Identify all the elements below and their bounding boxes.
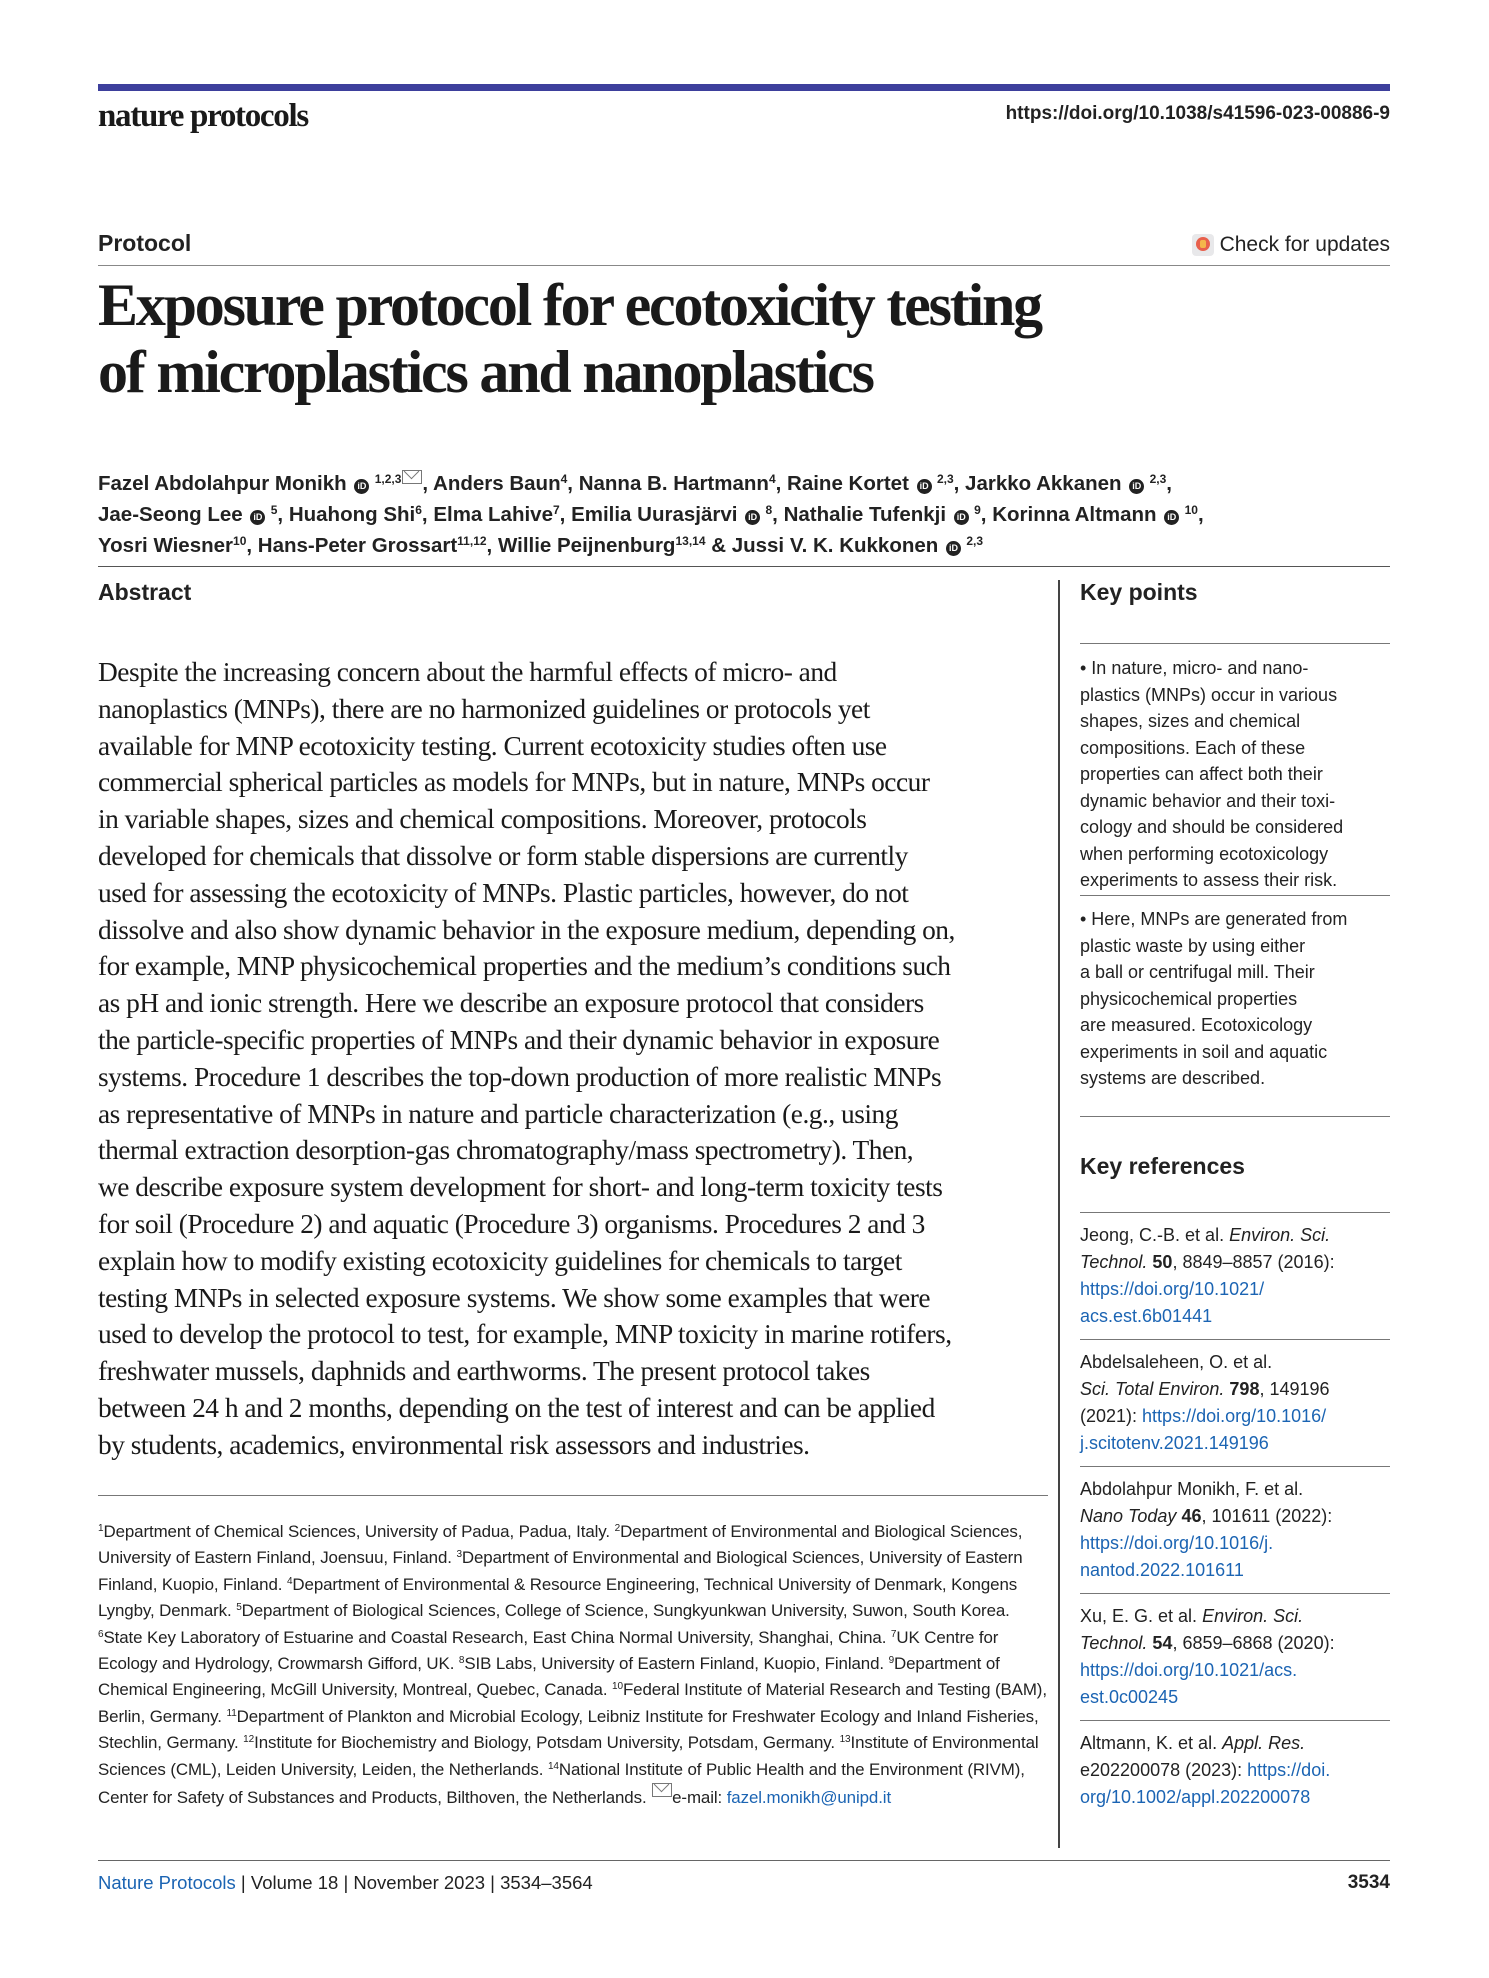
reference-line (1080, 1376, 1392, 1403)
affiliation-text: Department of Biological Sciences, College of Science, Sungkyunkwan University, Suwon, South Korea. (241, 1601, 1010, 1621)
reference-line (1080, 1757, 1392, 1784)
affiliation-number: 3 (456, 1549, 462, 1561)
reference-journal: Environ. Sci. (1202, 1606, 1304, 1626)
reference-year: e202200078 (2023): (1080, 1760, 1248, 1780)
reference-line (1080, 1503, 1392, 1530)
affiliation-text: Federal Institute of Material Research and Testing (BAM), Berlin, Germany. (98, 1680, 1047, 1726)
author-affiliation-ref: 10 (1181, 503, 1198, 517)
reference-doi-link[interactable]: org/10.1002/appl.202200078 (1080, 1787, 1311, 1807)
abstract-line: as pH and ionic strength. Here we describe an exposure protocol that considers (98, 988, 924, 1019)
affiliation-text: Institute for Biochemistry and Biology, Potsdam University, Potsdam, Germany. (254, 1733, 840, 1753)
author-name[interactable]: Anders Baun (433, 472, 561, 495)
affiliation-text: UK Centre for Ecology and Hydrology, Crowmarsh Gifford, UK. (98, 1627, 999, 1674)
affiliation-text: State Key Laboratory of Estuarine and Coastal Research, East China Normal University, Shanghai, China. (103, 1627, 891, 1647)
check-updates-icon (1192, 234, 1214, 256)
abstract-line: in variable shapes, sizes and chemical compositions. Moreover, protocols (98, 804, 867, 835)
reference-doi-link[interactable]: https://doi.org/10.1016/j. (1080, 1533, 1274, 1553)
affiliation-text: Department of Environmental and Biological Sciences, University of Eastern Finland, Joensuu, Finland. (98, 1522, 1023, 1568)
abstract-line: by students, academics, environmental risk assessors and industries. (98, 1429, 810, 1460)
orcid-icon[interactable]: iD (917, 479, 932, 494)
affiliation-number: 5 (236, 1602, 242, 1614)
author-name[interactable]: Yosri Wiesner (98, 534, 234, 557)
reference-pages: , 6859–6868 (2020): (1172, 1633, 1335, 1653)
reference-pages: , 8849–8857 (2016): (1172, 1252, 1335, 1272)
affiliation-number: 2 (614, 1523, 621, 1534)
abstract-line: thermal extraction desorption-gas chromatography/mass spectrometry). Then, (98, 1135, 914, 1166)
key-point-line: compositions. Each of these (1080, 737, 1306, 758)
affiliation-number: 8 (458, 1655, 465, 1667)
reference-authors: Abdelsaleheen, O. et al. (1080, 1352, 1273, 1372)
column-divider (1058, 580, 1060, 1848)
reference-journal: Appl. Res. (1222, 1733, 1306, 1753)
abstract-line: the particle-specific properties of MNPs and their dynamic behavior in exposure (98, 1024, 940, 1055)
article-title (98, 272, 1378, 406)
author-list: Fazel Abdolahpur Monikh iD $^{1,2,3}$ , Anders Baun$^4$, Nanna B. Hartmann$^4$, Raine Kortet iD $^{2,3}$, Jarkko Akkanen iD $^{2,3}$, Jae-Seong Lee iD $^5$, Huahong Shi$^6$, Elma Lahive$^7$, Emilia Uurasjärvi iD $^8$, Nathalie Tufenkji iD $^9$, Korinna Altmann iD $^{10}$, Yosri Wiesner$^{10}$, Hans-Peter Grossart$^{11,12}$, Willie Peijnenburg$^{13,14}$ & Jussi V. K. Kukkonen iD $^{2,3}$ (98, 472, 1204, 557)
reference-line (1080, 1222, 1392, 1249)
author-name[interactable]: Jarkko Akkanen (965, 472, 1122, 495)
divider (1080, 1720, 1390, 1721)
abstract-line: freshwater mussels, daphnids and earthworms. The present protocol takes (98, 1356, 870, 1387)
key-point-line: dynamic behavior and their toxi- (1080, 790, 1336, 811)
reference-journal: Nano Today (1080, 1506, 1177, 1526)
key-point (1080, 906, 1392, 1092)
author-name[interactable]: Nathalie Tufenkji (783, 503, 947, 526)
author-affiliation-ref: 7 (552, 503, 560, 517)
key-point-line: systems are described. (1080, 1068, 1266, 1088)
reference-year: (2021): (1080, 1406, 1143, 1426)
abstract-line: systems. Procedure 1 describes the top-down production of more realistic MNPs (98, 1061, 942, 1092)
affiliation-number: 11 (226, 1707, 237, 1719)
reference-line (1080, 1249, 1392, 1276)
author-affiliation-ref: 13,14 (675, 534, 706, 548)
affiliation-number: 14 (547, 1760, 559, 1772)
reference-pages: , 101611 (2022): (1201, 1506, 1333, 1526)
key-reference (1080, 1476, 1392, 1584)
key-reference (1080, 1603, 1392, 1711)
key-point-line: when performing ecotoxicology (1080, 843, 1329, 864)
reference-line (1080, 1630, 1392, 1657)
reference-volume: 54 (1152, 1633, 1173, 1653)
author-affiliation-ref: 6 (415, 503, 422, 517)
affiliation-number: 12 (243, 1734, 255, 1746)
key-reference (1080, 1222, 1392, 1330)
email-link[interactable]: fazel.monikh@unipd.it (726, 1788, 892, 1808)
reference-doi-link[interactable]: est.0c00245 (1080, 1687, 1179, 1707)
divider (98, 265, 1390, 266)
article-doi[interactable]: https://doi.org/10.1038/s41596-023-00886-9 (1005, 103, 1390, 124)
affiliation-text: SIB Labs, University of Eastern Finland, Kuopio, Finland. (464, 1654, 889, 1674)
email-label: e-mail: (672, 1788, 727, 1808)
affiliation-number: 10 (612, 1681, 623, 1693)
author-affiliation-ref: 10 (233, 534, 247, 548)
affiliation-number: 1 (98, 1523, 104, 1534)
key-point-line: experiments in soil and aquatic (1080, 1041, 1328, 1062)
abstract-line: dissolve and also show dynamic behavior in the exposure medium, depending on, (98, 914, 955, 945)
key-point-line: plastic waste by using either (1080, 935, 1306, 956)
orcid-icon[interactable]: iD (1129, 479, 1144, 494)
orcid-icon[interactable]: iD (946, 541, 961, 556)
abstract-line: available for MNP ecotoxicity testing. Current ecotoxicity studies often use (98, 730, 887, 761)
reference-authors: Jeong, C.-B. et al. (1080, 1225, 1230, 1245)
journal-logo: nature protocols (98, 98, 308, 134)
author-name[interactable]: Raine Kortet (787, 472, 909, 495)
key-point-line: shapes, sizes and chemical (1080, 711, 1301, 731)
reference-line (1080, 1276, 1392, 1303)
orcid-icon[interactable]: iD (954, 510, 969, 525)
author-name[interactable]: Jussi V. K. Kukkonen (731, 534, 939, 557)
abstract-line: for example, MNP physicochemical properties and the medium’s conditions such (98, 951, 951, 982)
divider (1080, 1339, 1390, 1340)
abstract-line: used to develop the protocol to test, for example, MNP toxicity in marine rotifers, (98, 1319, 952, 1350)
reference-doi-link[interactable]: acs.est.6b01441 (1080, 1306, 1213, 1326)
author-affiliation-ref: 1,2,3 (371, 472, 402, 486)
author-name[interactable]: Elma Lahive (433, 503, 553, 526)
footer-details: | Volume 18 | November 2023 | 3534–3564 (235, 1872, 593, 1893)
divider (1080, 1116, 1390, 1117)
reference-journal: Environ. Sci. (1229, 1225, 1331, 1245)
author-affiliation-ref: 9 (970, 503, 981, 517)
author-affiliation-ref: 2,3 (933, 472, 954, 486)
reference-doi-link[interactable]: https://doi.org/10.1016/ (1142, 1406, 1327, 1426)
abstract-line: used for assessing the ecotoxicity of MNPs. Plastic particles, however, do not (98, 877, 909, 908)
reference-line (1080, 1403, 1392, 1430)
reference-doi-link[interactable]: https://doi.org/10.1021/ (1080, 1279, 1265, 1299)
key-point-line: are measured. Ecotoxicology (1080, 1015, 1313, 1035)
affiliation-number: 9 (888, 1655, 895, 1667)
orcid-icon[interactable]: iD (1164, 510, 1179, 525)
divider (1080, 1466, 1390, 1467)
reference-line (1080, 1730, 1392, 1757)
reference-doi-link[interactable]: https://doi. (1247, 1760, 1331, 1780)
reference-line (1080, 1530, 1392, 1557)
affiliations (98, 1519, 1056, 1811)
orcid-icon[interactable]: iD (250, 510, 265, 525)
author-affiliation-ref: 4 (768, 472, 776, 486)
abstract-line: testing MNPs in selected exposure systems. We show some examples that were (98, 1282, 931, 1313)
divider (98, 1495, 1048, 1496)
title-line: of microplastics and nanoplastics (98, 339, 873, 405)
reference-doi-link[interactable]: https://doi.org/10.1021/acs. (1080, 1660, 1298, 1680)
footer-journal[interactable]: Nature Protocols (98, 1872, 236, 1893)
abstract-line: explain how to modify existing ecotoxicity guidelines for chemicals to target (98, 1245, 902, 1276)
header-accent-bar (98, 84, 1390, 91)
abstract-line: we describe exposure system development for short- and long-term toxicity tests (98, 1172, 943, 1203)
divider (98, 1860, 1390, 1861)
reference-journal: Sci. Total Environ. (1080, 1379, 1225, 1399)
affiliation-text: Department of Chemical Sciences, University of Padua, Padua, Italy. (103, 1522, 615, 1541)
abstract-line: between 24 h and 2 months, depending on the test of interest and can be applied (98, 1392, 935, 1423)
email-icon[interactable] (402, 470, 422, 484)
affiliation-text: Department of Chemical Engineering, McGill University, Montreal, Quebec, Canada. (98, 1654, 1000, 1700)
author-name[interactable]: Nanna B. Hartmann (578, 472, 769, 495)
affiliation-number: 6 (98, 1628, 104, 1640)
affiliation-text: Department of Environmental and Biological Sciences, University of Eastern Finland, Kuopio, Finland. (98, 1548, 1023, 1594)
author-name[interactable]: Willie Peijnenburg (497, 534, 676, 557)
reference-authors: Altmann, K. et al. (1080, 1733, 1223, 1753)
divider (1080, 1593, 1390, 1594)
affiliation-text: National Institute of Public Health and the Environment (RIVM), Center for Safety of Substances and Products, Bilthoven, the Netherlands. (98, 1759, 1025, 1808)
abstract-line: for soil (Procedure 2) and aquatic (Procedure 3) organisms. Procedures 2 and 3 (98, 1208, 925, 1239)
reference-pages: , 149196 (1259, 1379, 1330, 1399)
reference-journal: Technol. (1080, 1633, 1148, 1653)
reference-doi-link[interactable]: j.scitotenv.2021.149196 (1080, 1433, 1269, 1453)
reference-journal: Technol. (1080, 1252, 1148, 1272)
affiliation-text: Institute of Environmental Sciences (CML), Leiden University, Leiden, the Netherlands. (98, 1733, 1039, 1779)
orcid-icon[interactable]: iD (354, 479, 369, 494)
key-references-heading: Key references (1080, 1153, 1245, 1179)
divider (1080, 1212, 1390, 1213)
key-points-heading: Key points (1080, 579, 1198, 605)
abstract-line: as representative of MNPs in nature and particle characterization (e.g., using (98, 1098, 898, 1129)
affiliation-number: 4 (286, 1575, 293, 1587)
key-point-line: a ball or centrifugal mill. Their (1080, 962, 1315, 982)
article-type: Protocol (98, 230, 192, 256)
reference-line (1080, 1349, 1392, 1376)
reference-line (1080, 1657, 1392, 1684)
reference-line (1080, 1603, 1392, 1630)
author-name[interactable]: Emilia Uurasjärvi (571, 503, 738, 526)
abstract-text (98, 654, 1058, 1464)
author-name[interactable]: Hans-Peter Grossart (257, 534, 458, 557)
abstract-line: Despite the increasing concern about the harmful effects of micro- and (98, 657, 837, 687)
reference-volume: 798 (1229, 1379, 1260, 1399)
reference-line (1080, 1476, 1392, 1503)
key-point-line: cology and should be considered (1080, 817, 1344, 837)
reference-volume: 50 (1152, 1252, 1173, 1272)
author-affiliation-ref: 11,12 (457, 534, 487, 548)
affiliation-number: 7 (890, 1628, 897, 1640)
key-reference (1080, 1730, 1392, 1811)
affiliation-number: 13 (839, 1734, 851, 1746)
author-affiliation-ref: 2,3 (1146, 472, 1167, 486)
divider (1080, 895, 1390, 896)
email-icon (652, 1783, 672, 1797)
abstract-line: nanoplastics (MNPs), there are no harmonized guidelines or protocols yet (98, 693, 870, 724)
key-point (1080, 655, 1392, 894)
author-name[interactable]: Fazel Abdolahpur Monikh (98, 472, 347, 495)
author-name[interactable]: Jae-Seong Lee (98, 503, 243, 526)
author-affiliation-ref: 2,3 (963, 534, 984, 548)
key-point-line: • In nature, micro- and nano- (1080, 658, 1309, 678)
author-affiliation-ref: 4 (560, 472, 568, 486)
key-point-line: • Here, MNPs are generated from (1080, 909, 1348, 929)
author-name[interactable]: Huahong Shi (288, 503, 416, 526)
key-point-line: experiments to assess their risk. (1080, 870, 1338, 890)
reference-authors: Xu, E. G. et al. (1080, 1606, 1203, 1626)
key-point-line: properties can affect both their (1080, 764, 1323, 784)
abstract-line: developed for chemicals that dissolve or form stable dispersions are currently (98, 840, 908, 871)
abstract-line: commercial spherical particles as models for MNPs, but in nature, MNPs occur (98, 767, 930, 798)
key-point-line: plastics (MNPs) occur in various (1080, 684, 1338, 705)
title-line: Exposure protocol for ecotoxicity testing (98, 272, 1041, 338)
reference-volume: 46 (1181, 1506, 1202, 1526)
author-affiliation-ref: 5 (267, 503, 278, 517)
check-updates-label: Check for updates (1219, 233, 1390, 256)
page-footer (98, 1872, 593, 1894)
author-affiliation-ref: 8 (762, 503, 773, 517)
orcid-icon[interactable]: iD (745, 510, 760, 525)
divider (1080, 643, 1390, 644)
abstract-heading: Abstract (98, 579, 192, 605)
check-for-updates[interactable] (1192, 233, 1390, 257)
key-point-line: physicochemical properties (1080, 988, 1298, 1009)
affiliation-text: Department of Environmental & Resource Engineering, Technical University of Denmark, Kongens Lyngby, Denmark. (98, 1574, 1018, 1621)
affiliation-text: Department of Plankton and Microbial Ecology, Leibniz Institute for Freshwater Ecology and Inland Fisheries, Stechlin, Germany. (98, 1706, 1039, 1753)
key-reference (1080, 1349, 1392, 1457)
page-number: 3534 (1347, 1872, 1390, 1893)
divider (98, 566, 1390, 567)
reference-authors: Abdolahpur Monikh, F. et al. (1080, 1479, 1304, 1499)
reference-doi-link[interactable]: nantod.2022.101611 (1080, 1560, 1244, 1580)
author-name[interactable]: Korinna Altmann (992, 503, 1157, 526)
